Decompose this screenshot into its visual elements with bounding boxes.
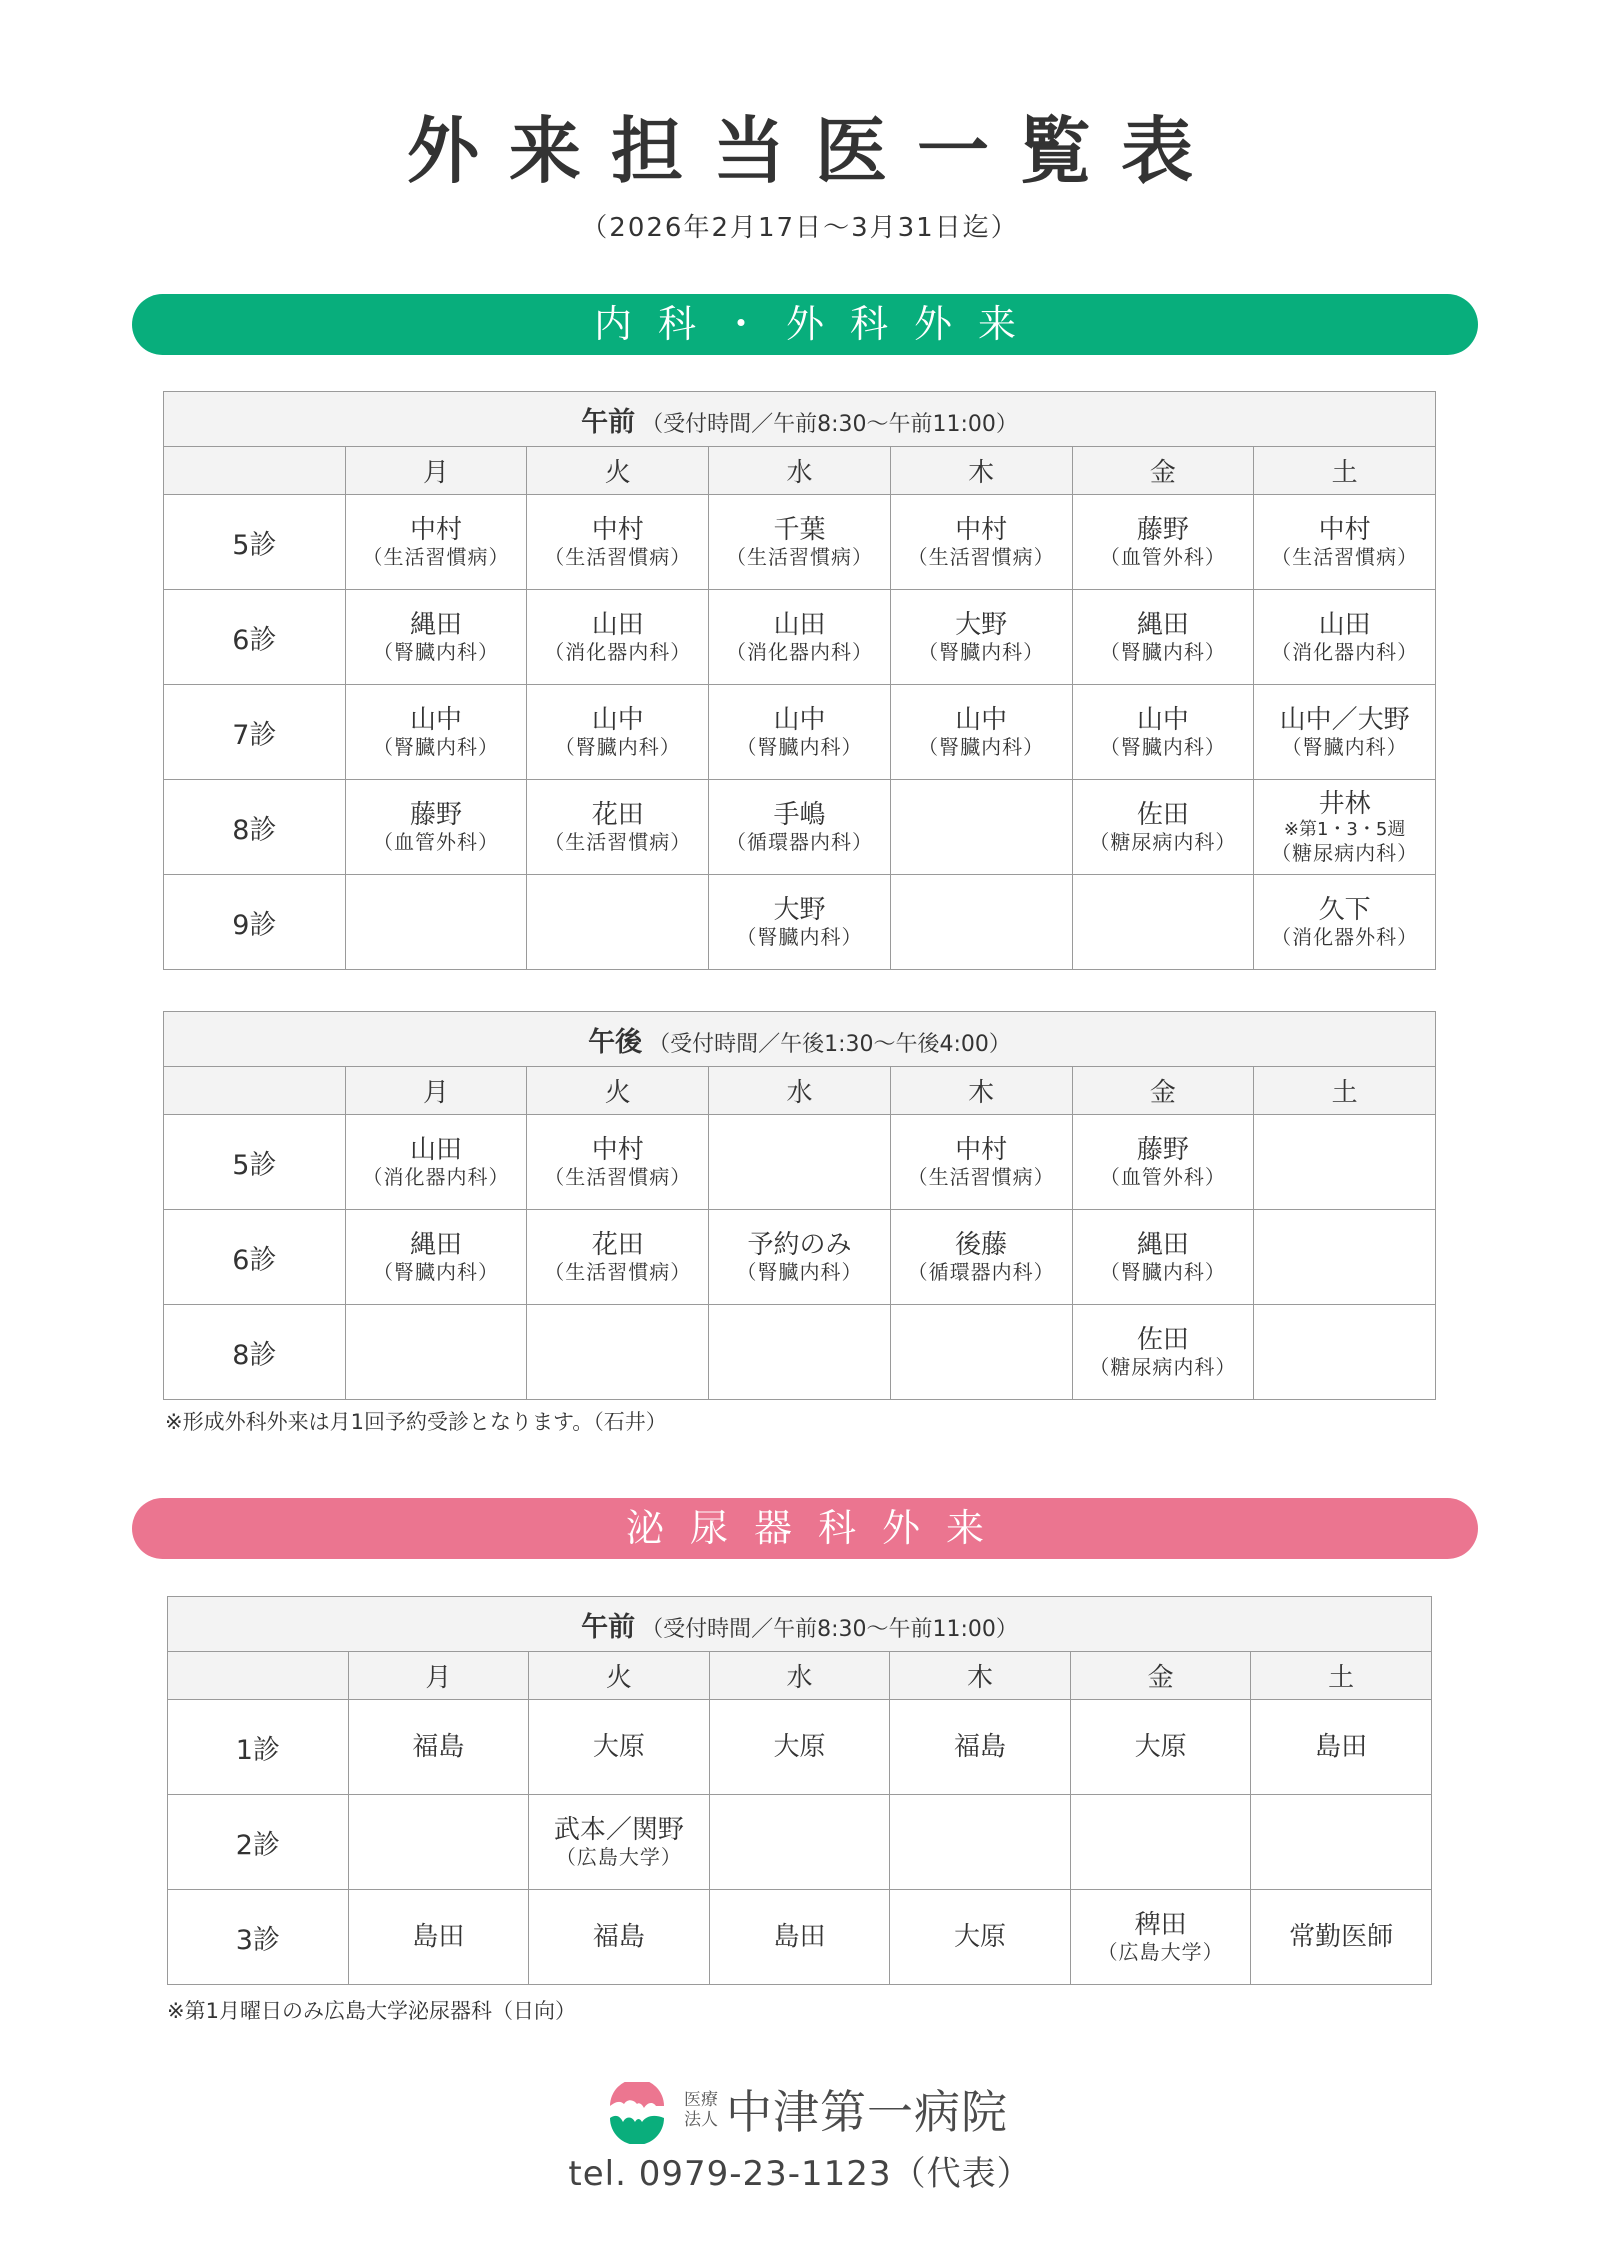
doctor-name: 大原: [592, 1732, 645, 1762]
day-header: 水: [709, 1067, 891, 1115]
doctor-cell: [1251, 1890, 1432, 1985]
doctor-name: 大野: [773, 894, 826, 925]
department: （腎臓内科）: [373, 639, 500, 664]
empty-slot-cell: [345, 1305, 527, 1400]
doctor-name: 縄田: [1136, 609, 1189, 640]
doctor-cell: [345, 1210, 527, 1305]
doctor-cell: [345, 780, 527, 875]
session-header: [164, 392, 1436, 447]
period-subtitle: （2026年2月17日～3月31日迄）: [581, 213, 1019, 243]
doctor-name: 縄田: [410, 1229, 463, 1260]
corner-cell: [164, 1067, 346, 1115]
doctor-name: 島田: [773, 1922, 826, 1952]
department: （循環器内科）: [725, 829, 873, 854]
clinic-room-label: 6診: [164, 590, 346, 685]
urology-morning-table: [167, 1596, 1432, 1985]
department: （血管外科）: [1099, 544, 1226, 569]
doctor-name: 武本／関野: [553, 1814, 684, 1845]
doctor-name: 藤野: [410, 799, 463, 830]
doctor-cell: [345, 1115, 527, 1210]
doctor-cell: [527, 780, 709, 875]
doctor-name: 山中: [1136, 704, 1189, 735]
empty-slot-cell: [890, 1305, 1072, 1400]
doctor-cell: [1072, 1115, 1254, 1210]
department: （腎臓内科）: [918, 734, 1045, 759]
empty-slot-cell: [527, 875, 709, 970]
department: （生活習慣病）: [544, 829, 692, 854]
doctor-name: 島田: [1315, 1732, 1368, 1762]
doctor-cell: [348, 1890, 529, 1985]
table-row: [168, 1890, 1432, 1985]
doctor-cell: [1072, 1305, 1254, 1400]
hospital-name: 中津第一病院: [726, 2085, 1008, 2139]
doctor-name: 山田: [773, 609, 826, 640]
doctor-cell: [1254, 590, 1436, 685]
doctor-cell: [527, 1115, 709, 1210]
doctor-cell: [1254, 495, 1436, 590]
doctor-cell: [529, 1795, 710, 1890]
reception-hours: （受付時間／午後1:30～午後4:00）: [648, 1031, 1011, 1057]
session-label: 午前: [581, 1611, 636, 1643]
department: （腎臓内科）: [1099, 734, 1226, 759]
doctor-name: 中村: [591, 514, 644, 545]
clinic-room-label: 8診: [164, 1305, 346, 1400]
department: （消化器内科）: [725, 639, 873, 664]
doctor-name: 常勤医師: [1289, 1922, 1394, 1952]
clinic-room-label: 9診: [164, 875, 346, 970]
doctor-name: 千葉: [773, 514, 826, 545]
table-row: [164, 1115, 1436, 1210]
clinic-room-label: 1診: [168, 1700, 349, 1795]
doctor-cell: [890, 495, 1072, 590]
department: （腎臓内科）: [1099, 639, 1226, 664]
table-row: [168, 1700, 1432, 1795]
day-header: 土: [1251, 1652, 1432, 1700]
day-header: 月: [348, 1652, 529, 1700]
day-header: 金: [1072, 447, 1254, 495]
doctor-name: 大原: [773, 1732, 826, 1762]
department: （腎臓内科）: [373, 734, 500, 759]
department: （消化器外科）: [1271, 924, 1419, 949]
page-title: 外来担当医一覧表: [406, 109, 1223, 193]
empty-slot-cell: [709, 1795, 890, 1890]
doctor-cell: [529, 1890, 710, 1985]
doctor-cell: [527, 685, 709, 780]
department: （生活習慣病）: [725, 544, 873, 569]
doctor-name: 山中／大野: [1279, 704, 1410, 735]
department: （生活習慣病）: [544, 544, 692, 569]
table-row: [164, 1305, 1436, 1400]
day-header: 金: [1072, 1067, 1254, 1115]
day-header: 木: [890, 1652, 1071, 1700]
urology-footnote: ※第1月曜日のみ広島大学泌尿器科（日向）: [167, 1999, 576, 2023]
department: （腎臓内科）: [1281, 734, 1408, 759]
clinic-room-label: 2診: [168, 1795, 349, 1890]
day-header: 月: [345, 1067, 527, 1115]
doctor-name: 藤野: [1136, 514, 1189, 545]
doctor-name: 山中: [773, 704, 826, 735]
doctor-cell: [890, 590, 1072, 685]
department: （腎臓内科）: [554, 734, 681, 759]
doctor-name: 大原: [1134, 1732, 1187, 1762]
doctor-name: 中村: [955, 1134, 1008, 1165]
doctor-cell: [709, 495, 891, 590]
empty-slot-cell: [709, 1305, 891, 1400]
hospital-logo-icon: [606, 2082, 668, 2144]
department: （腎臓内科）: [373, 1259, 500, 1284]
empty-slot-cell: [527, 1305, 709, 1400]
internal-afternoon-table: [163, 1011, 1436, 1400]
doctor-name: 佐田: [1136, 1324, 1189, 1355]
doctor-cell: [709, 1210, 891, 1305]
doctor-cell: [527, 590, 709, 685]
doctor-name: 山中: [410, 704, 463, 735]
doctor-cell: [1070, 1890, 1251, 1985]
doctor-cell: [1072, 1210, 1254, 1305]
empty-slot-cell: [709, 1115, 891, 1210]
session-label: 午後: [588, 1026, 643, 1058]
department: （糖尿病内科）: [1089, 1354, 1237, 1379]
doctor-name: 予約のみ: [747, 1229, 852, 1260]
doctor-cell: [890, 1210, 1072, 1305]
doctor-name: 大野: [955, 609, 1008, 640]
doctor-name: 後藤: [955, 1229, 1008, 1260]
empty-slot-cell: [1072, 875, 1254, 970]
week-note: ※第1・3・5週: [1283, 818, 1406, 840]
doctor-name: 藤野: [1136, 1134, 1189, 1165]
department: （広島大学）: [555, 1844, 682, 1869]
day-header: 土: [1254, 447, 1436, 495]
doctor-name: 中村: [1318, 514, 1371, 545]
doctor-cell: [1072, 495, 1254, 590]
empty-slot-cell: [1070, 1795, 1251, 1890]
empty-slot-cell: [890, 875, 1072, 970]
doctor-cell: [709, 590, 891, 685]
reception-hours: （受付時間／午前8:30～午前11:00）: [641, 1616, 1018, 1642]
clinic-room-label: 3診: [168, 1890, 349, 1985]
doctor-name: 久下: [1318, 894, 1371, 925]
table-row: [164, 495, 1436, 590]
phone-number: tel. 0979-23-1123（代表）: [568, 2154, 1032, 2194]
department: （生活習慣病）: [907, 1164, 1055, 1189]
doctor-cell: [709, 780, 891, 875]
empty-slot-cell: [1254, 1305, 1436, 1400]
table-row: [168, 1795, 1432, 1890]
doctor-name: 福島: [592, 1922, 645, 1952]
doctor-cell: [527, 495, 709, 590]
doctor-cell: [1072, 685, 1254, 780]
clinic-room-label: 5診: [164, 1115, 346, 1210]
department: （糖尿病内科）: [1271, 840, 1419, 865]
doctor-name: 中村: [591, 1134, 644, 1165]
reception-hours: （受付時間／午前8:30～午前11:00）: [641, 411, 1018, 437]
clinic-room-label: 5診: [164, 495, 346, 590]
day-header: 月: [345, 447, 527, 495]
doctor-cell: [1254, 780, 1436, 875]
day-header: 土: [1254, 1067, 1436, 1115]
empty-slot-cell: [348, 1795, 529, 1890]
doctor-cell: [345, 590, 527, 685]
department: （血管外科）: [1099, 1164, 1226, 1189]
doctor-cell: [890, 1115, 1072, 1210]
doctor-name: 山中: [591, 704, 644, 735]
doctor-cell: [890, 685, 1072, 780]
doctor-name: 中村: [955, 514, 1008, 545]
hospital-logo: [606, 2080, 1006, 2150]
day-header: 木: [890, 1067, 1072, 1115]
session-label: 午前: [581, 406, 636, 438]
doctor-name: 手嶋: [773, 799, 826, 830]
department: （生活習慣病）: [1271, 544, 1419, 569]
empty-slot-cell: [890, 780, 1072, 875]
doctor-cell: [890, 1700, 1071, 1795]
doctor-name: 縄田: [1136, 1229, 1189, 1260]
internal-footnote: ※形成外科外来は月1回予約受診となります。（石井）: [165, 1410, 667, 1434]
doctor-cell: [345, 685, 527, 780]
empty-slot-cell: [1254, 1210, 1436, 1305]
empty-slot-cell: [1254, 1115, 1436, 1210]
doctor-cell: [345, 495, 527, 590]
department: （消化器内科）: [362, 1164, 510, 1189]
department: （血管外科）: [373, 829, 500, 854]
doctor-cell: [348, 1700, 529, 1795]
doctor-name: 稗田: [1134, 1909, 1187, 1940]
table-row: [164, 590, 1436, 685]
doctor-name: 山田: [1318, 609, 1371, 640]
doctor-cell: [709, 1700, 890, 1795]
department: （腎臓内科）: [1099, 1259, 1226, 1284]
doctor-name: 山田: [410, 1134, 463, 1165]
doctor-name: 縄田: [410, 609, 463, 640]
doctor-cell: [709, 685, 891, 780]
doctor-name: 井林: [1318, 788, 1371, 819]
day-header: 水: [709, 1652, 890, 1700]
doctor-cell: [1072, 590, 1254, 685]
doctor-name: 福島: [954, 1732, 1007, 1762]
day-header: 金: [1070, 1652, 1251, 1700]
department: （生活習慣病）: [544, 1164, 692, 1189]
department: （生活習慣病）: [907, 544, 1055, 569]
corp-type-label: 医療法人: [684, 2090, 718, 2130]
table-row: [164, 875, 1436, 970]
department: （糖尿病内科）: [1089, 829, 1237, 854]
department: （腎臓内科）: [736, 924, 863, 949]
department: （腎臓内科）: [736, 734, 863, 759]
doctor-cell: [1254, 875, 1436, 970]
doctor-cell: [1072, 780, 1254, 875]
doctor-cell: [1070, 1700, 1251, 1795]
doctor-cell: [1254, 685, 1436, 780]
empty-slot-cell: [1251, 1795, 1432, 1890]
empty-slot-cell: [345, 875, 527, 970]
doctor-name: 花田: [591, 1229, 644, 1260]
section-band-internal: 内科・外科外来: [132, 294, 1478, 355]
table-row: [164, 685, 1436, 780]
doctor-cell: [527, 1210, 709, 1305]
clinic-room-label: 8診: [164, 780, 346, 875]
department: （生活習慣病）: [544, 1259, 692, 1284]
corner-cell: [164, 447, 346, 495]
session-header: [168, 1597, 1432, 1652]
doctor-name: 山中: [955, 704, 1008, 735]
department: （消化器内科）: [544, 639, 692, 664]
session-header: [164, 1012, 1436, 1067]
doctor-cell: [709, 1890, 890, 1985]
department: （広島大学）: [1097, 1939, 1224, 1964]
table-row: [164, 1210, 1436, 1305]
doctor-name: 山田: [591, 609, 644, 640]
doctor-name: 島田: [412, 1922, 465, 1952]
doctor-cell: [1251, 1700, 1432, 1795]
corner-cell: [168, 1652, 349, 1700]
day-header: 火: [527, 447, 709, 495]
doctor-cell: [709, 875, 891, 970]
section-band-urology: 泌尿器科外来: [132, 1498, 1478, 1559]
day-header: 水: [709, 447, 891, 495]
department: （生活習慣病）: [362, 544, 510, 569]
doctor-name: 花田: [591, 799, 644, 830]
day-header: 火: [527, 1067, 709, 1115]
clinic-room-label: 6診: [164, 1210, 346, 1305]
department: （腎臓内科）: [918, 639, 1045, 664]
clinic-room-label: 7診: [164, 685, 346, 780]
doctor-cell: [529, 1700, 710, 1795]
department: （循環器内科）: [907, 1259, 1055, 1284]
doctor-name: 佐田: [1136, 799, 1189, 830]
doctor-name: 中村: [410, 514, 463, 545]
day-header: 木: [890, 447, 1072, 495]
department: （消化器内科）: [1271, 639, 1419, 664]
department: （腎臓内科）: [736, 1259, 863, 1284]
table-row: [164, 780, 1436, 875]
empty-slot-cell: [890, 1795, 1071, 1890]
doctor-cell: [890, 1890, 1071, 1985]
internal-morning-table: [163, 391, 1436, 970]
day-header: 火: [529, 1652, 710, 1700]
doctor-name: 大原: [954, 1922, 1007, 1952]
doctor-name: 福島: [412, 1732, 465, 1762]
